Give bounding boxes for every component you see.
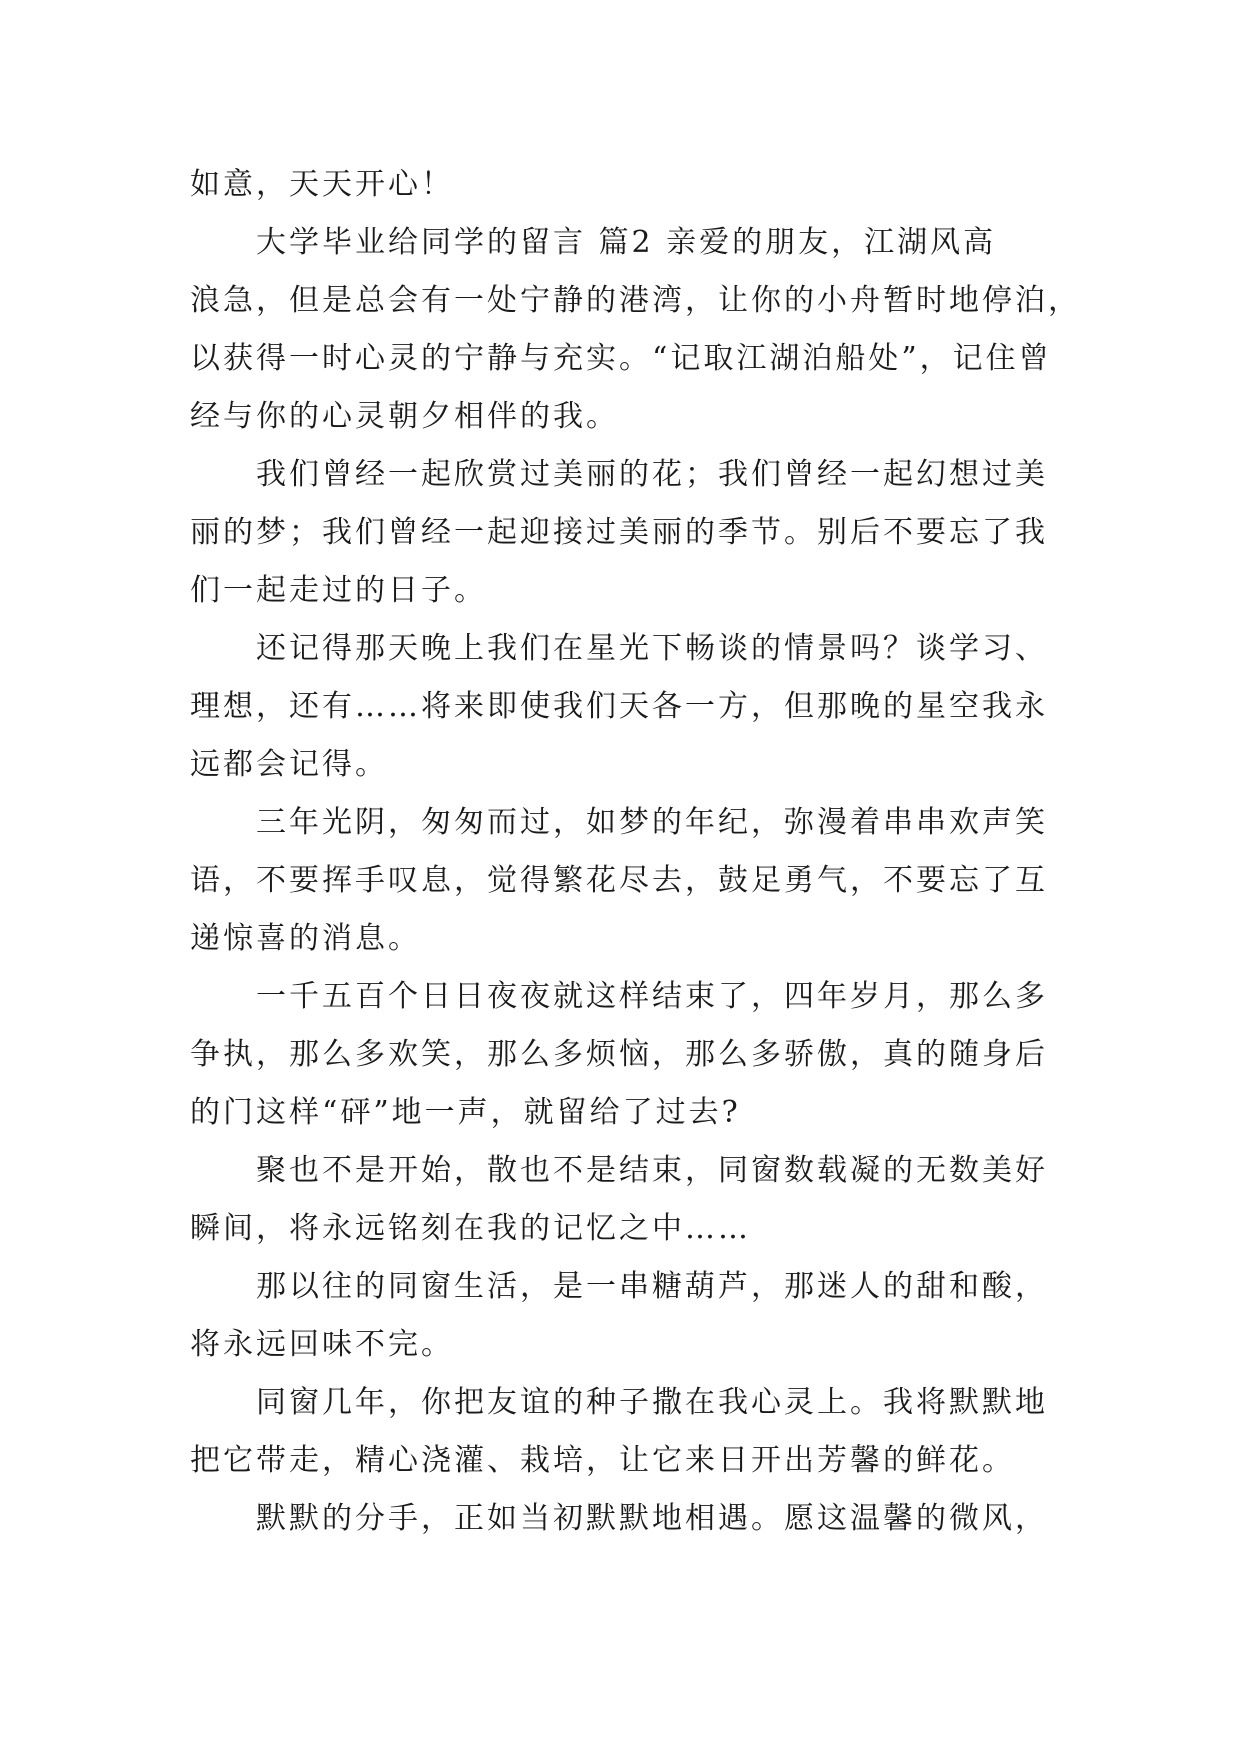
text-line: 一千五百个日日夜夜就这样结束了，四年岁月，那么多	[256, 979, 1048, 1014]
text-line: 那以往的同窗生活，是一串糖葫芦，那迷人的甜和酸，	[256, 1269, 1048, 1304]
text-line: 将永远回味不完。	[190, 1327, 454, 1362]
text-line: 我们曾经一起欣赏过美丽的花；我们曾经一起幻想过美	[256, 457, 1048, 492]
text-line: 三年光阴，匆匆而过，如梦的年纪，弥漫着串串欢声笑	[256, 805, 1048, 840]
text-line: 经与你的心灵朝夕相伴的我。	[190, 399, 619, 434]
text-line: 以获得一时心灵的宁静与充实。“记取江湖泊船处”，记住曾	[190, 341, 1052, 376]
text-line: 浪急，但是总会有一处宁静的港湾，让你的小舟暂时地停泊，	[190, 283, 1081, 318]
text-line: 丽的梦；我们曾经一起迎接过美丽的季节。别后不要忘了我	[190, 515, 1048, 550]
text-line: 同窗几年，你把友谊的种子撒在我心灵上。我将默默地	[256, 1385, 1048, 1420]
text-line: 远都会记得。	[190, 747, 388, 782]
text-line: 理想，还有……将来即使我们天各一方，但那晚的星空我永	[190, 689, 1048, 724]
text-line: 的门这样“砰”地一声，就留给了过去?	[190, 1095, 741, 1130]
text-line: 递惊喜的消息。	[190, 921, 421, 956]
text-line: 如意，天天开心！	[190, 167, 454, 202]
text-line: 争执，那么多欢笑，那么多烦恼，那么多骄傲，真的随身后	[190, 1037, 1048, 1072]
text-line: 们一起走过的日子。	[190, 573, 487, 608]
text-line: 瞬间，将永远铭刻在我的记忆之中……	[190, 1211, 751, 1246]
text-line: 大学毕业给同学的留言 篇2 亲爱的朋友，江湖风高	[256, 225, 997, 260]
text-line: 默默的分手，正如当初默默地相遇。愿这温馨的微风，	[256, 1501, 1048, 1536]
text-line: 还记得那天晚上我们在星光下畅谈的情景吗？谈学习、	[256, 631, 1048, 666]
text-line: 把它带走，精心浇灌、栽培，让它来日开出芳馨的鲜花。	[190, 1443, 1015, 1478]
document-body	[190, 156, 1081, 1548]
text-line: 语，不要挥手叹息，觉得繁花尽去，鼓足勇气，不要忘了互	[190, 863, 1048, 898]
text-line: 聚也不是开始，散也不是结束，同窗数载凝的无数美好	[256, 1153, 1048, 1188]
